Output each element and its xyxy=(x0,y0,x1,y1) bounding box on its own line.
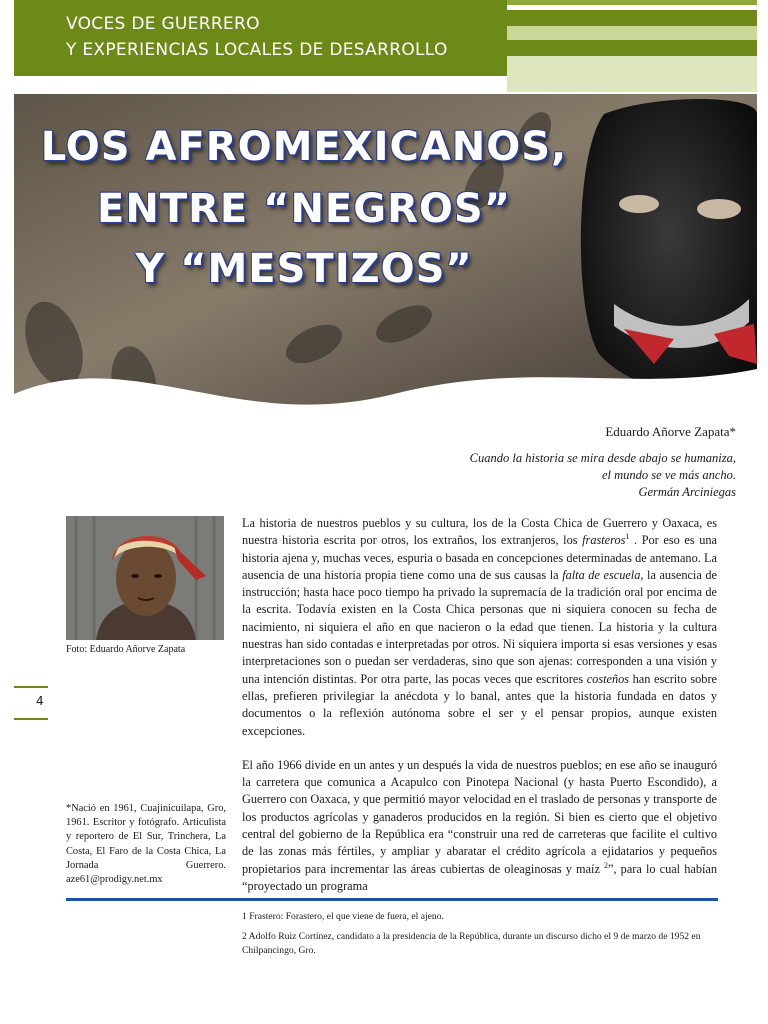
paragraph-1: La historia de nuestros pueblos y su cultura, los de la Costa Chica de Guerrero y Oaxaca, es nuestra historia escrita por otros, los extraños, los extranjeros, los frasteros$^1$ . Por eso es una historia ajena y, muchas veces, espuria o basada en concepciones determinadas de antemano. La ausencia de una historia propia tiene como una de sus causas la falta de escuela, la ausencia de instrucción; hasta hace poco tiempo ha privado la supremacía de la tradición oral por encima de la escrita. Todavía existen en la Costa Chica personas que ni siquiera conocen su fecha de nacimiento, ni siquiera el año en que nacieron o la edad que tienen. La historia y la cultura nuestras han sido contadas e interpretadas por otros. Ni siquiera importa si esas versiones y esas interpretaciones son o puedan ser verdaderas, sino que son ajenas: corresponden a una visión y una intención distintas. Por otra parte, las pocas veces que escritores costeños han escrito sobre ellas, prefieren privilegiar la anécdota y lo banal, antes que la historia fundada en datos y documentos o la reflexión autónoma sobre el ser y el pensar propios, aunque existen excepciones. xyxy=(242,516,718,738)
header-stripes xyxy=(507,0,757,92)
article-title-line1: LOS AFROMEXICANOS, xyxy=(40,124,568,170)
title-banner xyxy=(14,94,757,420)
article-title-line3: Y “MESTIZOS” xyxy=(135,246,473,292)
footnote-2: 2 Adolfo Ruiz Cortínez, candidato a la presidencia de la República, durante un discurso dicho el 9 de marzo de 1952 en Chilpancingo, Gro. xyxy=(242,931,701,956)
mask-image xyxy=(581,99,757,398)
page-number-rule-bottom xyxy=(14,718,48,720)
author-bio: *Nació en 1961, Cuajinicuilapa, Gro, 1961. Escritor y fotógrafo. Articulista y reportero de El Sur, Trinchera, La Costa, El Faro de la Costa Chica, La Jornada Guerrero. aze61@prodigy.net.mx xyxy=(66,803,226,886)
epigraph-attribution: Germán Arciniegas xyxy=(638,485,736,499)
author-photo xyxy=(66,516,224,640)
footnote-ref-2: 2 xyxy=(604,860,609,870)
header-title-line1: VOCES DE GUERRERO xyxy=(66,14,260,34)
header-band xyxy=(14,0,507,76)
footnote-1: 1 Frastero: Forastero, el que viene de fuera, el ajeno. xyxy=(242,911,444,922)
footnote-ref-1: 1 xyxy=(625,532,630,542)
page-number-rule-top xyxy=(14,686,48,688)
article-body xyxy=(242,515,717,895)
author-name: Eduardo Añorve Zapata* xyxy=(605,424,736,439)
article-title-line2: ENTRE “NEGROS” xyxy=(97,186,511,232)
photo-caption: Foto: Eduardo Añorve Zapata xyxy=(66,644,186,655)
paragraph-2: El año 1966 divide en un antes y un después la vida de nuestros pueblos; en ese año se inauguró la carretera que comunica a Acapulco con Pinotepa Nacional (y hasta Puerto Escondido), a Guerrero con Oaxaca, y que permitió mayor velocidad en el traslado de personas y transporte de los productos agrícolas y ganaderos producidos en la región. Si bien es cierto que el objetivo central del gobierno de la República era “construir una red de carreteras que facilite el cultivo de las zonas más fértiles, y ampliar y abaratar el crédito agrícola a ejidatarios y pequeños propietarios para incrementar las áreas cubiertas de oleaginosas y maíz $^2$”, para lo cual habían “proyectado un programa xyxy=(242,757,717,893)
epigraph xyxy=(356,450,736,501)
header-title-line2: Y EXPERIENCIAS LOCALES DE DESARROLLO xyxy=(66,40,448,60)
epigraph-line1: Cuando la historia se mira desde abajo se humaniza, xyxy=(469,451,736,465)
footer-rule xyxy=(66,898,718,901)
epigraph-line2: el mundo se ve más ancho. xyxy=(602,468,736,482)
footnotes xyxy=(242,910,718,958)
page-number: 4 xyxy=(36,694,44,708)
